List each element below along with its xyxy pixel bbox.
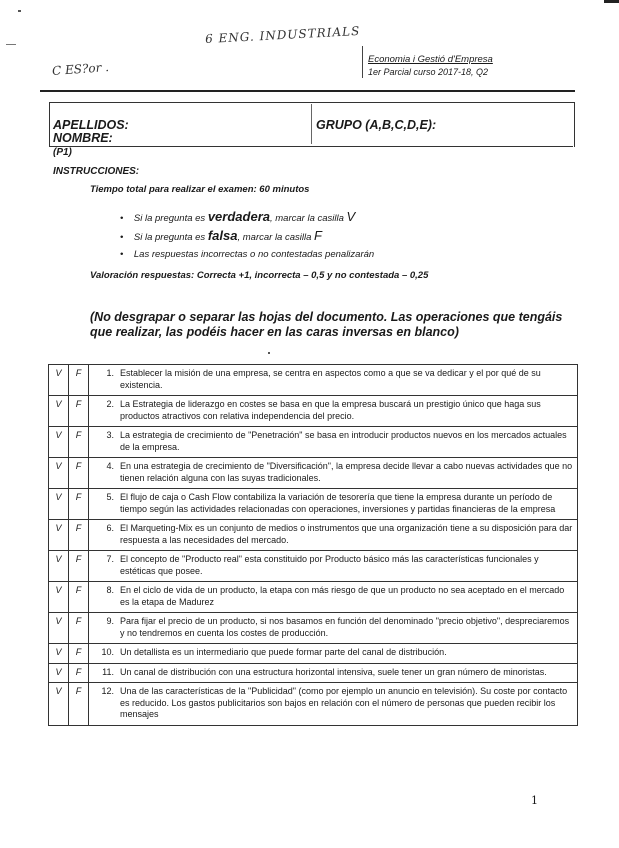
question-row [49, 427, 578, 458]
question-row [49, 458, 578, 489]
handwritten-corner-note: C ES?or . [51, 60, 110, 78]
instructions-title: INSTRUCCIONES: [53, 166, 140, 177]
staple-warning: (No desgrapar o separar las hojas del documento. Las operaciones que tengáis que realizar, las podéis hacer en las caras inversas en blanco) [90, 310, 563, 339]
course-title: Economia i Gestió d'Empresa [368, 54, 493, 65]
scan-mark [18, 10, 21, 12]
answer-false-box[interactable]: F [69, 683, 89, 726]
answer-true-box[interactable]: V [49, 644, 69, 664]
bullet-dot: • [120, 232, 134, 243]
scan-mark [6, 44, 16, 45]
true-keyword: verdadera [207, 209, 270, 224]
bullet-dot: • [120, 213, 134, 224]
question-text: El concepto de "Producto real" esta constituido por Producto básico más las características funcionales y estéticas que posee. [117, 551, 578, 582]
answer-false-box[interactable]: F [69, 551, 89, 582]
surname-label: APELLIDOS: [53, 118, 129, 132]
answer-false-box[interactable]: F [69, 396, 89, 427]
question-text: Un canal de distribución con una estructura horizontal intensiva, suele tener un gran número de minoristas. [117, 663, 578, 683]
question-row [49, 551, 578, 582]
page-number: 1 [531, 794, 538, 807]
question-number: 10. [89, 644, 118, 664]
handwritten-class-note: 6 ENG. INDUSTRIALS [204, 23, 361, 47]
false-keyword: falsa [207, 228, 238, 243]
scan-dot [268, 352, 270, 354]
question-number: 6. [89, 520, 118, 551]
answer-true-box[interactable]: V [49, 365, 69, 396]
answer-false-box[interactable]: F [69, 458, 89, 489]
student-info-divider [311, 104, 312, 144]
question-text: Para fijar el precio de un producto, si nos basamos en función del denominado "precio objetivo", despreciaremos y no tendremos en cuenta los costes de producción. [117, 613, 578, 644]
question-text: Establecer la misión de una empresa, se centra en aspectos como a que se va dedicar y el por qué de su existencia. [117, 365, 578, 396]
bullet-penalty [120, 249, 374, 260]
false-mark: F [314, 228, 322, 243]
true-mark: V [346, 209, 356, 224]
question-row [49, 489, 578, 520]
name-label: NOMBRE: [53, 131, 113, 145]
answer-true-box[interactable]: V [49, 396, 69, 427]
answer-true-box[interactable]: V [49, 520, 69, 551]
answer-true-box[interactable]: V [49, 551, 69, 582]
bullet-text: , marcar la casilla [269, 213, 347, 224]
question-number: 2. [89, 396, 118, 427]
scan-mark [604, 0, 619, 3]
question-text: El Marqueting-Mix es un conjunto de medios o instrumentos que una organización tiene a su disposición para dar respuesta a las necesidades del mercado. [117, 520, 578, 551]
question-number: 4. [89, 458, 118, 489]
name-underline [49, 146, 573, 147]
answer-true-box[interactable]: V [49, 582, 69, 613]
answer-false-box[interactable]: F [69, 644, 89, 664]
answer-false-box[interactable]: F [69, 582, 89, 613]
bullet-text: Si la pregunta es [133, 232, 208, 243]
question-row [49, 683, 578, 726]
answer-true-box[interactable]: V [49, 489, 69, 520]
question-row [49, 644, 578, 664]
question-row [49, 365, 578, 396]
answer-false-box[interactable]: F [69, 427, 89, 458]
question-number: 5. [89, 489, 118, 520]
question-text: En el ciclo de vida de un producto, la etapa con más riesgo de que un producto no sea aceptado en el mercado es la etapa de Madurez [117, 582, 578, 613]
question-text: Un detallista es un intermediario que puede formar parte del canal de distribución. [117, 644, 578, 664]
bullet-text: Si la pregunta es [133, 213, 208, 224]
header-rule [40, 90, 575, 92]
question-text: El flujo de caja o Cash Flow contabiliza la variación de tesorería que tiene la empresa durante un período de tiempo según las actividades relacionadas con operaciones, inversiones y partidas financieras de la empresa [117, 489, 578, 520]
answer-false-box[interactable]: F [69, 663, 89, 683]
bullet-true [120, 209, 355, 224]
answer-false-box[interactable]: F [69, 365, 89, 396]
scoring-rules: Valoración respuestas: Correcta +1, incorrecta – 0,5 y no contestada – 0,25 [90, 270, 429, 281]
answer-false-box[interactable]: F [69, 489, 89, 520]
question-row [49, 520, 578, 551]
question-number: 12. [89, 683, 118, 726]
question-number: 1. [89, 365, 118, 396]
answer-true-box[interactable]: V [49, 458, 69, 489]
question-text: La Estrategia de liderazgo en costes se basa en que la empresa buscará un prestigio único que haga sus productos atractivos con relativa independencia del precio. [117, 396, 578, 427]
answer-false-box[interactable]: F [69, 613, 89, 644]
bullet-text: , marcar la casilla [237, 232, 315, 243]
answer-true-box[interactable]: V [49, 663, 69, 683]
question-number: 8. [89, 582, 118, 613]
question-number: 11. [89, 663, 118, 683]
question-text: Una de las características de la "Publicidad" (como por ejemplo un anuncio en televisión). Su coste por contacto es reducido. Los gastos publicitarios son bajos en relación con el número de personas que pueden recibir los mensajes [117, 683, 578, 726]
question-row [49, 663, 578, 683]
question-number: 7. [89, 551, 118, 582]
group-label: GRUPO (A,B,C,D,E): [316, 118, 437, 132]
question-row [49, 396, 578, 427]
question-row [49, 582, 578, 613]
exam-version: (P1) [53, 147, 72, 158]
questions-table [48, 364, 578, 726]
question-text: La estrategia de crecimiento de "Penetración" se basa en introducir productos nuevos en los mercados actuales de la empresa. [117, 427, 578, 458]
answer-true-box[interactable]: V [49, 427, 69, 458]
bullet-dot: • [120, 249, 134, 260]
time-limit: Tiempo total para realizar el examen: 60 minutos [90, 184, 310, 195]
question-number: 9. [89, 613, 118, 644]
question-row [49, 613, 578, 644]
question-text: En una estrategia de crecimiento de "Diversificación", la empresa decide llevar a cabo nuevas actividades que no tienen relación alguna con las suyas tradicionales. [117, 458, 578, 489]
question-number: 3. [89, 427, 118, 458]
answer-false-box[interactable]: F [69, 520, 89, 551]
bullet-false [120, 228, 322, 243]
answer-true-box[interactable]: V [49, 683, 69, 726]
answer-true-box[interactable]: V [49, 613, 69, 644]
exam-subtitle: 1er Parcial curso 2017-18, Q2 [368, 67, 489, 77]
bullet-text: Las respuestas incorrectas o no contestadas penalizarán [133, 249, 375, 260]
